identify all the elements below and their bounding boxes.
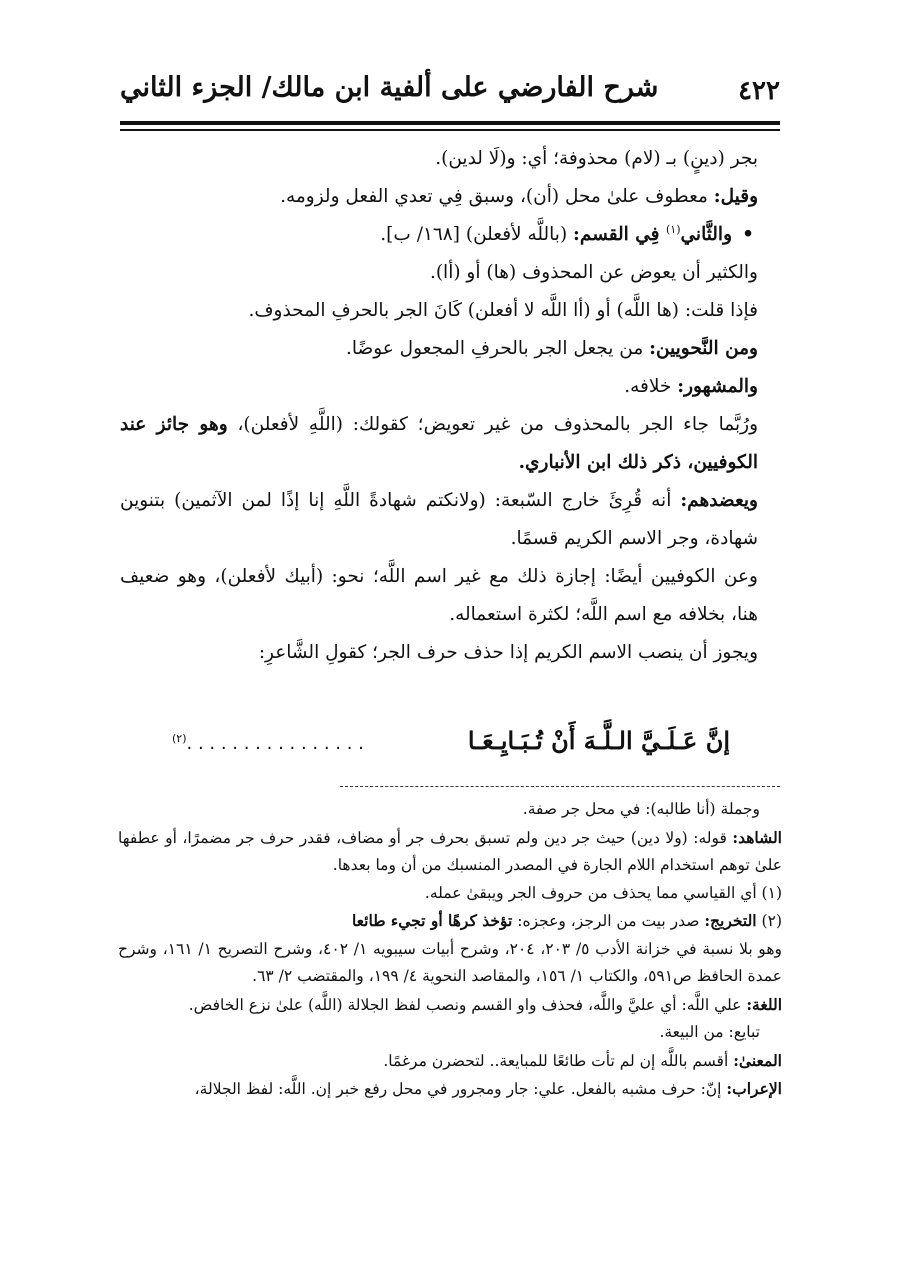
footnote-line: تبايع: من البيعة. (659, 1023, 760, 1041)
bullet-icon: • (742, 224, 754, 245)
paragraph: ورُبَّما جاء الجر بالمحذوف من غير تعويض؛ كقولك: (اللَّهِ لأفعلن)، وهو جائز عند الكوفيين، ذكر ذلك ابن الأنباري. (120, 414, 759, 473)
bullet-paragraph: • والثَّاني$^{(١)}$ فِي القسم: (باللَّه لأفعلن) [١٦٨/ ب]. (120, 216, 780, 254)
running-title: شرح الفارضي على ألفية ابن مالك/ الجزء الثاني (120, 72, 659, 103)
footnote-separator (340, 786, 780, 787)
footnote-ref: (١) (665, 222, 681, 236)
paragraph: ومن النَّحويين: من يجعل الجر بالحرفِ المجعول عوضًا. (345, 338, 758, 359)
footnote-line: المعنىٰ: أقسم باللَّه إن لم تأت طائعًا للمبايعة.. لتحضرن مرغمًا. (383, 1050, 782, 1070)
verse-ellipsis: $^{(٢)}$. . . . . . . . . . . . . . . . (172, 732, 364, 754)
paragraph: بجر (دينٍ) بـ (لام) محذوفة؛ أي: و(لَا لدين). (435, 148, 758, 169)
footnote-ref: (٢) (172, 732, 187, 745)
footnote-line: (٢) التخريج: صدر بيت من الرجز، وعجزه: تؤخذ كرهًا أو تجيء طائعا (351, 911, 782, 930)
footnote-line: (١) أي القياسي مما يحذف من حروف الجر ويبقىٰ عمله. (424, 883, 782, 902)
poetry-verse (150, 726, 750, 766)
page-header (120, 70, 780, 116)
footnote-line: وهو بلا نسبة في خزانة الأدب ٥/ ٢٠٣، ٢٠٤، وشرح أبيات سيبويه ١/ ٤٠٢، وشرح التصريح ١/ ١٦١، وشرح عمدة الحافظ ص٥٩١، والكتاب ١/ ١٥٦، والمقاصد النحوية ٤/ ١٩٩، والمقتضب ٢/ ٦٣. (118, 939, 782, 985)
footnote-line: اللغة: علي اللَّه: أي عليَّ واللَّه، فحذف واو القسم ونصب لفظ الجلالة (اللَّه) علىٰ نزع الخافض. (188, 994, 782, 1014)
main-text (120, 140, 780, 672)
paragraph: وقيل: معطوف علىٰ محل (أن)، وسبق فِي تعدي الفعل ولزومه. (280, 186, 758, 207)
footnotes (118, 796, 782, 1104)
page-number: ٤٢٢ (738, 76, 780, 106)
footnote-line: الشاهد: قوله: (ولا دين) حيث جر دين ولم تسبق بحرف جر أو مضاف، فقدر حرف جر مضمرًا، أو عطفها علىٰ توهم استخدام اللام الجارة في المصدر المنسبك من أن وما بعدها. (118, 827, 782, 874)
paragraph: ويجوز أن ينصب الاسم الكريم إذا حذف حرف الجر؛ كقولِ الشَّاعرِ: (258, 642, 758, 663)
term-label: وقيل: (713, 186, 758, 207)
term-label: ويعضدهم: (680, 490, 758, 511)
paragraph: والكثير أن يعوض عن المحذوف (ها) أو (أا). (429, 262, 758, 283)
footnote-line: الإعراب: إنّ: حرف مشبه بالفعل. علي: جار ومجرور في محل رفع خبر إن. اللَّه: لفظ الجلالة، (194, 1079, 782, 1098)
term-label: والمشهور: (677, 376, 758, 397)
paragraph: فإذا قلت: (ها اللَّه) أو (أا اللَّه لا أفعلن) كَانَ الجر بالحرفِ المحذوف. (248, 300, 758, 321)
verse-hemistich: إنَّ عَـلَـيَّ الـلَّـهَ أَنْ تُـبَـايِـعَـا (467, 726, 730, 755)
paragraph: ويعضدهم: أنه قُرِئَ خارج السّبعة: (ولانكتم شهادةً اللَّهِ إنا إذًا لمن الآثمين) بتنوين شهادة، وجر الاسم الكريم قسمًا. (120, 490, 758, 549)
header-rule-thin (120, 129, 780, 131)
footnote-line: وجملة (أنا طالبه): في محل جر صفة. (522, 800, 760, 818)
term-label: ومن النَّحويين: (649, 338, 758, 359)
paragraph: والمشهور: خلافه. (624, 376, 758, 397)
header-rule-thick (120, 121, 780, 125)
paragraph: وعن الكوفيين أيضًا: إجازة ذلك مع غير اسم اللَّه؛ نحو: (أبيك لأفعلن)، وهو ضعيف هنا، بخلافه مع اسم اللَّه؛ لكثرة استعماله. (120, 566, 758, 625)
